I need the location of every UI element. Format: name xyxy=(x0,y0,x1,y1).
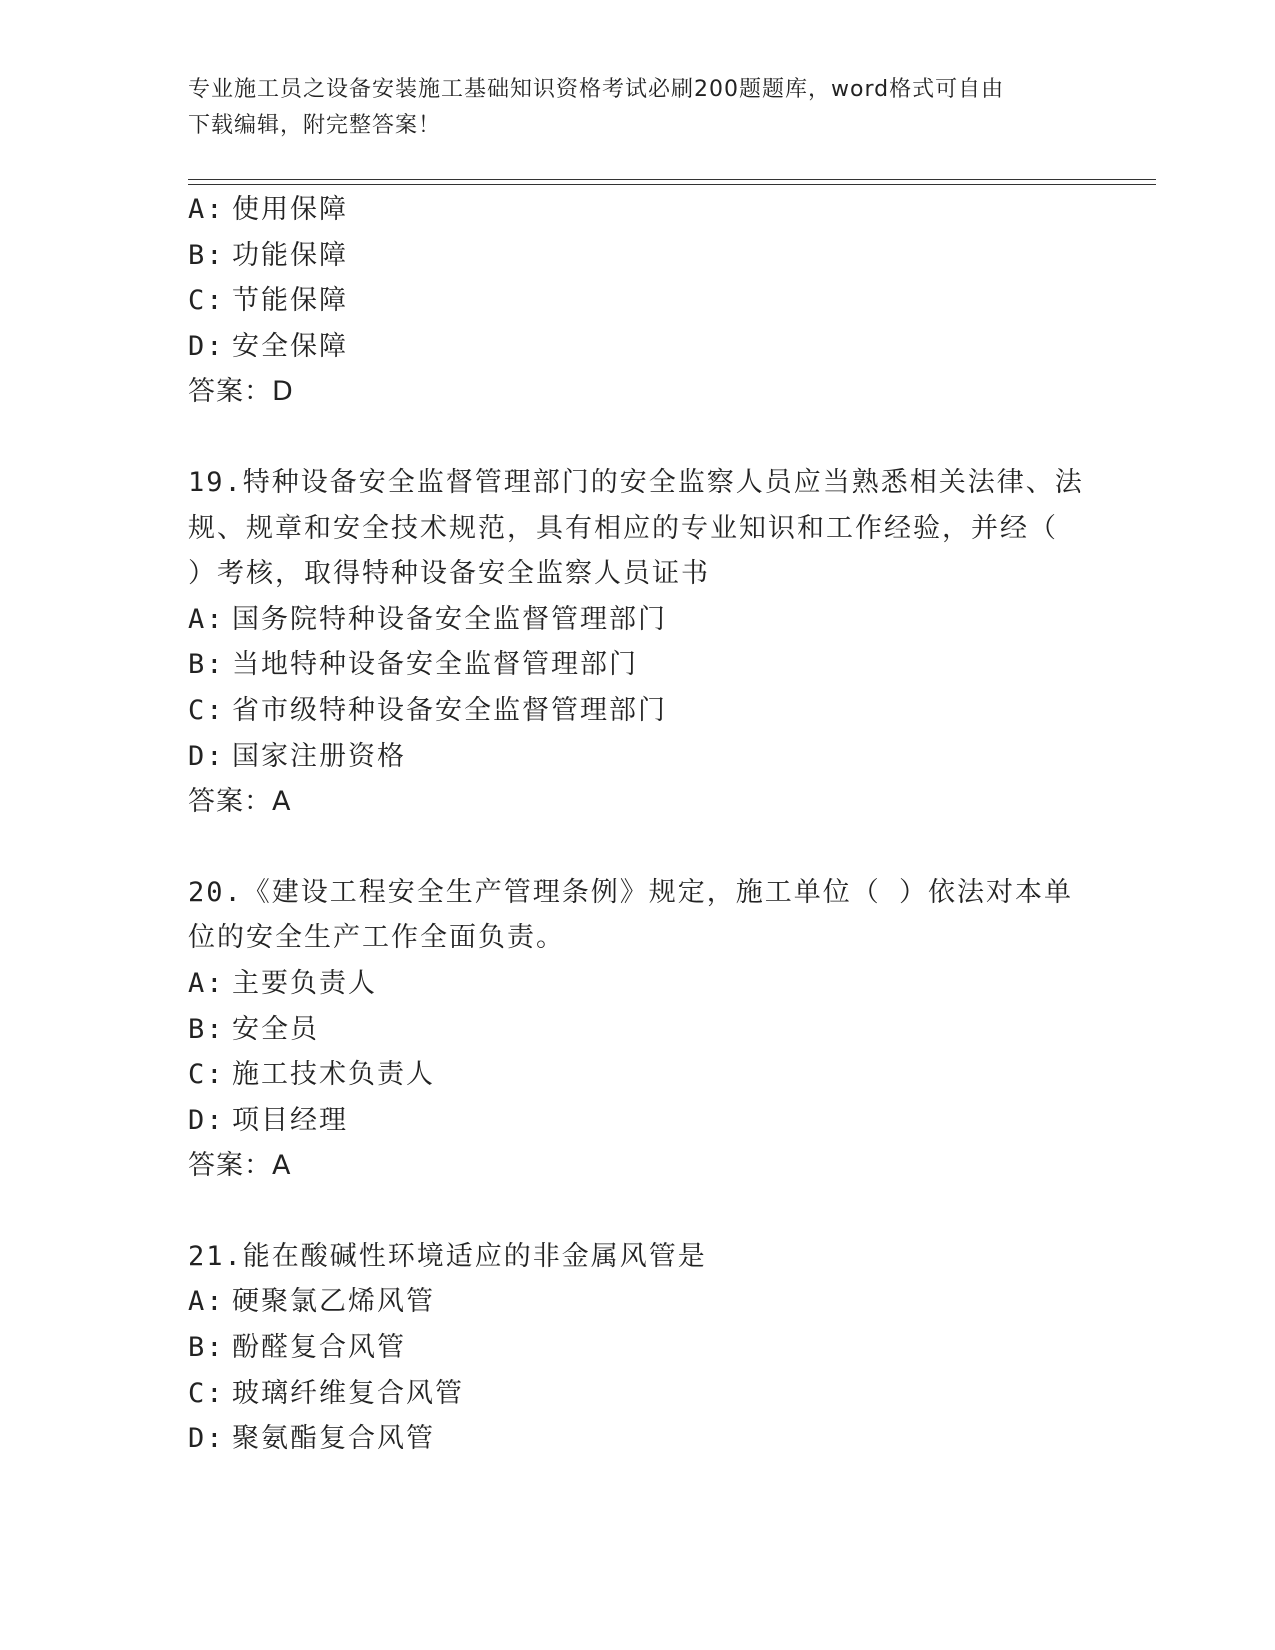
question-text: 规、规章和安全技术规范，具有相应的专业知识和工作经验，并经（ xyxy=(188,512,1058,544)
question-text: 21.能在酸碱性环境适应的非金属风管是 xyxy=(188,1240,707,1272)
option-a: A: 硬聚氯乙烯风管 xyxy=(188,1286,435,1318)
question-text: 20.《建设工程安全生产管理条例》规定，施工单位（ ）依法对本单 xyxy=(188,876,1074,908)
option-b: B: 安全员 xyxy=(188,1013,319,1045)
header-line-1: 专业施工员之设备安装施工基础知识资格考试必刷200题题库，word格式可自由 xyxy=(188,77,1005,102)
option-c: C: 施工技术负责人 xyxy=(188,1059,435,1091)
question-text: 19.特种设备安全监督管理部门的安全监察人员应当熟悉相关法律、法 xyxy=(188,466,1084,498)
option-b: B: 酚醛复合风管 xyxy=(188,1332,406,1364)
option-d: D: 聚氨酯复合风管 xyxy=(188,1423,435,1455)
option-c: C: 省市级特种设备安全监督管理部门 xyxy=(188,694,667,726)
document-body xyxy=(188,187,1088,1462)
option-d: D: 安全保障 xyxy=(188,330,348,362)
question-19 xyxy=(188,460,1088,825)
header-line-2: 下载编辑，附完整答案！ xyxy=(188,113,442,138)
document-header xyxy=(188,72,1068,144)
answer-line: 答案：A xyxy=(188,1150,292,1182)
answer-line: 答案：D xyxy=(188,376,294,408)
question-18-options xyxy=(188,187,1088,415)
answer-line: 答案：A xyxy=(188,786,292,818)
option-d: D: 国家注册资格 xyxy=(188,740,406,772)
header-rule-bottom xyxy=(188,184,1156,185)
option-a: A: 国务院特种设备安全监督管理部门 xyxy=(188,603,667,635)
option-b: B: 功能保障 xyxy=(188,239,348,271)
option-a: A: 主要负责人 xyxy=(188,967,377,999)
question-text: 位的安全生产工作全面负责。 xyxy=(188,922,565,954)
option-d: D: 项目经理 xyxy=(188,1104,348,1136)
header-rule-top xyxy=(188,179,1156,180)
option-c: C: 玻璃纤维复合风管 xyxy=(188,1377,464,1409)
question-21 xyxy=(188,1234,1088,1462)
option-a: A: 使用保障 xyxy=(188,194,348,225)
question-20 xyxy=(188,870,1088,1189)
option-b: B: 当地特种设备安全监督管理部门 xyxy=(188,649,638,681)
question-text: ）考核，取得特种设备安全监察人员证书 xyxy=(188,558,710,590)
option-c: C: 节能保障 xyxy=(188,285,348,317)
